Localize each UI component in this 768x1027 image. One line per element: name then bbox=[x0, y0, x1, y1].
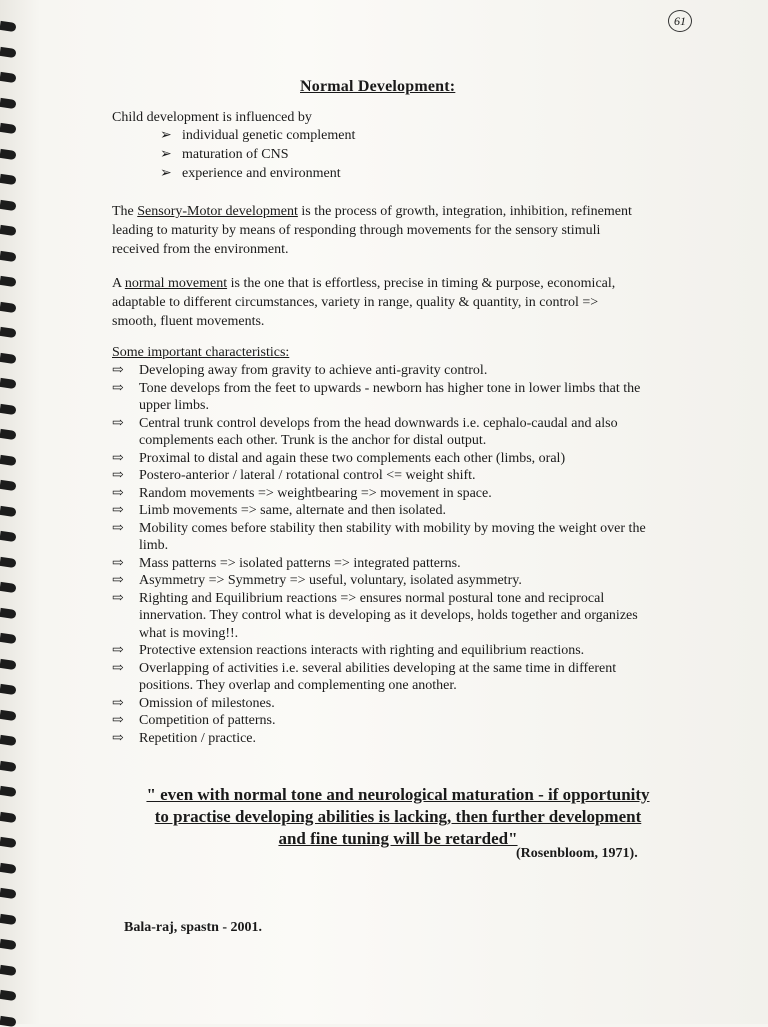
characteristic-text: Central trunk control develops from the head downwards i.e. cephalo-caudal and also complements each other. Trunk is the anchor for distal output. bbox=[139, 415, 618, 448]
characteristic-item bbox=[112, 380, 652, 415]
spiral-binding bbox=[0, 0, 34, 1024]
binding-hole bbox=[0, 480, 17, 491]
quote-block bbox=[118, 784, 678, 850]
author-signature: Bala-raj, spastn - 2001. bbox=[124, 920, 263, 935]
binding-hole bbox=[0, 301, 17, 312]
characteristic-text: Repetition / practice. bbox=[139, 730, 257, 746]
characteristic-item bbox=[112, 415, 652, 450]
characteristic-item bbox=[112, 362, 652, 380]
characteristic-item bbox=[112, 660, 652, 695]
binding-hole bbox=[0, 327, 17, 338]
characteristic-item bbox=[112, 712, 652, 730]
binding-hole bbox=[0, 633, 17, 644]
binding-hole bbox=[0, 735, 17, 746]
intro-lead: Child development is influenced by bbox=[112, 110, 312, 125]
binding-hole bbox=[0, 199, 17, 210]
binding-hole bbox=[0, 684, 17, 695]
right-arrow-icon: ⇨ bbox=[112, 485, 124, 501]
characteristic-text: Postero-anterior / lateral / rotational control <= weight shift. bbox=[139, 468, 476, 483]
right-arrow-icon: ⇨ bbox=[112, 590, 124, 606]
binding-hole bbox=[0, 658, 17, 669]
binding-hole bbox=[0, 607, 17, 618]
binding-hole bbox=[0, 888, 17, 899]
factor-item: ➢ maturation of CNS bbox=[160, 147, 289, 162]
characteristic-item bbox=[112, 485, 652, 503]
right-arrow-icon: ⇨ bbox=[112, 573, 124, 588]
characteristic-item bbox=[112, 730, 652, 748]
right-arrow-icon: ⇨ bbox=[112, 415, 124, 431]
characteristic-text: Developing away from gravity to achieve anti-gravity control. bbox=[139, 363, 488, 378]
binding-hole bbox=[0, 72, 17, 83]
intro-section bbox=[112, 110, 632, 183]
binding-hole bbox=[0, 46, 17, 57]
binding-hole bbox=[0, 505, 17, 516]
binding-hole bbox=[0, 913, 17, 924]
characteristic-text: Competition of patterns. bbox=[139, 713, 276, 728]
binding-hole bbox=[0, 276, 17, 287]
normal-movement-paragraph: A normal movement is the one that is effortless, precise in timing & purpose, economical, adaptable to different circumstances, variety in range, quality & quantity, in control => smooth, fluent movements. bbox=[112, 276, 616, 329]
characteristic-text: Overlapping of activities i.e. several abilities developing at the same time in different positions. They overlap and complementing one another. bbox=[139, 660, 617, 693]
characteristic-item bbox=[112, 590, 652, 643]
characteristic-item bbox=[112, 695, 652, 713]
page-number: 61 bbox=[668, 10, 692, 32]
characteristic-item bbox=[112, 502, 652, 520]
characteristic-text: Omission of milestones. bbox=[139, 695, 275, 711]
characteristic-text: Mobility comes before stability then stability with mobility by moving the weight over the limb. bbox=[139, 520, 646, 553]
bullet-arrow-icon: ➢ bbox=[160, 166, 172, 181]
right-arrow-icon: ⇨ bbox=[112, 660, 124, 676]
right-arrow-icon: ⇨ bbox=[112, 503, 124, 518]
quote-citation: (Rosenbloom, 1971). bbox=[516, 846, 638, 861]
sensory-motor-paragraph: The Sensory-Motor development is the process of growth, integration, inhibition, refinement leading to maturity by means of responding through movements for the sensory stimuli received from the environment. bbox=[112, 204, 632, 257]
factor-item: ➢ individual genetic complement bbox=[160, 128, 356, 143]
page-title: Normal Development: bbox=[300, 78, 456, 95]
characteristic-item bbox=[112, 572, 652, 590]
binding-hole bbox=[0, 786, 17, 797]
quote-line: to practise developing abilities is lacking, then further development bbox=[154, 807, 642, 826]
bullet-arrow-icon: ➢ bbox=[160, 147, 172, 162]
characteristic-text: Proximal to distal and again these two complements each other (limbs, oral) bbox=[139, 450, 566, 466]
binding-hole bbox=[0, 964, 17, 975]
binding-hole bbox=[0, 352, 17, 363]
quote-line: and fine tuning will be retarded" bbox=[278, 829, 518, 848]
characteristics-heading: Some important characteristics: bbox=[112, 345, 290, 360]
right-arrow-icon: ⇨ bbox=[112, 730, 124, 746]
binding-hole bbox=[0, 582, 17, 593]
sensory-motor-term: Sensory-Motor development bbox=[137, 204, 298, 219]
right-arrow-icon: ⇨ bbox=[112, 643, 124, 658]
binding-hole bbox=[0, 1015, 17, 1026]
binding-hole bbox=[0, 811, 17, 822]
binding-hole bbox=[0, 123, 17, 134]
characteristic-text: Asymmetry => Symmetry => useful, voluntary, isolated asymmetry. bbox=[139, 573, 522, 588]
binding-hole bbox=[0, 454, 17, 465]
characteristic-item bbox=[112, 467, 652, 485]
binding-hole bbox=[0, 250, 17, 261]
binding-hole bbox=[0, 709, 17, 720]
characteristic-item bbox=[112, 520, 652, 555]
binding-hole bbox=[0, 837, 17, 848]
right-arrow-icon: ⇨ bbox=[112, 363, 124, 378]
binding-hole bbox=[0, 403, 17, 414]
binding-hole bbox=[0, 990, 17, 1001]
bullet-arrow-icon: ➢ bbox=[160, 128, 172, 143]
characteristic-item bbox=[112, 555, 652, 573]
right-arrow-icon: ⇨ bbox=[112, 713, 124, 728]
binding-hole bbox=[0, 556, 17, 567]
right-arrow-icon: ⇨ bbox=[112, 695, 124, 711]
binding-hole bbox=[0, 225, 17, 236]
right-arrow-icon: ⇨ bbox=[112, 520, 124, 536]
binding-hole bbox=[0, 429, 17, 440]
characteristic-text: Mass patterns => isolated patterns => integrated patterns. bbox=[139, 555, 461, 571]
characteristic-item bbox=[112, 450, 652, 468]
characteristic-text: Righting and Equilibrium reactions => ensures normal postural tone and reciprocal innervation. They control what is developing as it develops, holds together and organizes what is moving!!. bbox=[139, 590, 638, 641]
characteristic-text: Limb movements => same, alternate and then isolated. bbox=[139, 503, 446, 518]
binding-hole bbox=[0, 862, 17, 873]
binding-hole bbox=[0, 174, 17, 185]
right-arrow-icon: ⇨ bbox=[112, 380, 124, 396]
binding-hole bbox=[0, 378, 17, 389]
characteristic-text: Protective extension reactions interacts with righting and equilibrium reactions. bbox=[139, 643, 585, 658]
binding-hole bbox=[0, 97, 17, 108]
binding-hole bbox=[0, 148, 17, 159]
characteristics-list bbox=[112, 362, 652, 747]
characteristic-item bbox=[112, 642, 652, 660]
right-arrow-icon: ⇨ bbox=[112, 450, 124, 466]
right-arrow-icon: ⇨ bbox=[112, 468, 124, 483]
quote-line: " even with normal tone and neurological maturation - if opportunity bbox=[146, 785, 650, 804]
binding-hole bbox=[0, 21, 17, 32]
normal-movement-term: normal movement bbox=[124, 276, 228, 291]
factor-item: ➢ experience and environment bbox=[160, 166, 341, 181]
right-arrow-icon: ⇨ bbox=[112, 555, 124, 571]
binding-hole bbox=[0, 939, 17, 950]
characteristic-text: Tone develops from the feet to upwards - newborn has higher tone in lower limbs that the upper limbs. bbox=[139, 380, 641, 413]
characteristic-text: Random movements => weightbearing => movement in space. bbox=[139, 485, 492, 501]
binding-hole bbox=[0, 760, 17, 771]
binding-hole bbox=[0, 531, 17, 542]
